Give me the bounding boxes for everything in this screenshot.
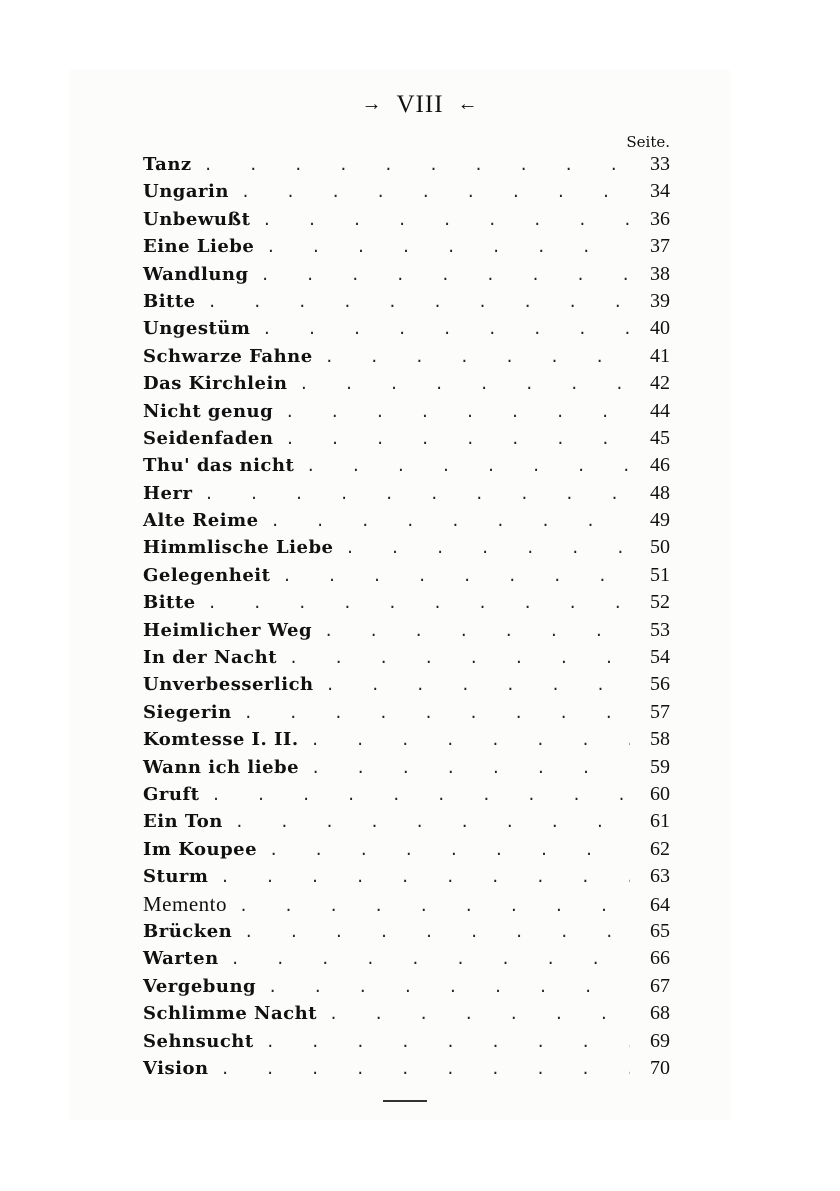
toc-entry-page: 69 [650,1029,670,1052]
toc-entry-title: Wann ich liebe [143,756,300,778]
toc-entry-page: 40 [650,317,670,340]
toc-entry-page: 37 [650,235,670,258]
toc-entry-page: 44 [650,399,670,422]
dot-leader [311,727,630,754]
toc-entry-page: 39 [650,289,670,312]
toc-entry-page: 34 [650,180,670,203]
dot-leader [324,618,630,645]
dot-leader [266,1029,630,1056]
toc-entry-title: Alte Reime [143,510,259,532]
toc-entry-page: 62 [650,837,670,860]
toc-entry-page: 36 [650,207,670,230]
left-arrow-ornament-icon: → [361,93,383,115]
toc-entry [143,863,670,890]
toc-entry [143,480,670,507]
toc-entry-page: 45 [650,426,670,449]
toc-entry-title: Thu' das nicht [143,455,295,477]
toc-entry [143,315,670,342]
right-arrow-ornament-icon: ← [457,93,479,115]
toc-entry-title: Gruft [143,783,200,805]
page-number-roman: VIII [396,91,444,118]
toc-entry-title: Im Koupee [143,838,258,860]
toc-entry [143,726,670,753]
toc-entry-title: Bitte [143,290,196,312]
toc-entry [143,206,670,233]
page-header [0,84,840,124]
toc-entry-title: Siegerin [143,701,232,723]
toc-entry [143,699,670,726]
toc-entry-page: 58 [650,728,670,751]
dot-leader [285,399,630,426]
toc-entry [143,808,670,835]
toc-entry [143,452,670,479]
toc-entry-page: 51 [650,563,670,586]
toc-entry-title: Heimlicher Weg [143,619,313,641]
toc-entry-title: Warten [143,948,219,970]
toc-entry [143,1028,670,1055]
toc-entry-title: Komtesse I. II. [143,729,299,751]
toc-entry-title: Schlimme Nacht [143,1003,318,1025]
toc-entry-title: Ungarin [143,181,229,203]
dot-leader [262,207,630,234]
toc-entry [143,233,670,260]
toc-entry [143,562,670,589]
dot-leader [208,590,630,617]
toc-entry-title: Unverbesserlich [143,674,314,696]
toc-entry [143,151,670,178]
dot-leader [204,481,630,508]
toc-entry-title: Sturm [143,866,209,888]
dot-leader [208,289,630,316]
toc-entry [143,781,670,808]
toc-entry-title: Brücken [143,920,233,942]
toc-entry [143,534,670,561]
toc-entry-page: 67 [650,974,670,997]
toc-entry-title: Seidenfaden [143,427,274,449]
toc-entry-page: 68 [650,1002,670,1025]
toc-entry-title: Unbewußt [143,208,251,230]
toc-entry [143,836,670,863]
dot-leader [262,316,630,343]
toc-entry-page: 33 [650,153,670,175]
toc-entry-page: 53 [650,618,670,641]
dot-leader [241,179,630,206]
toc-entry-page: 49 [650,509,670,532]
dot-leader [266,234,630,261]
toc-entry-title: Memento [143,891,227,916]
dot-leader [329,1001,630,1028]
toc-entry-page: 61 [650,810,670,833]
toc-entry-title: Vision [143,1057,209,1079]
dot-leader [282,563,630,590]
toc-entry-title: Ungestüm [143,318,251,340]
toc-entry [143,507,670,534]
toc-entry [143,1055,670,1082]
toc-entry-title: Schwarze Fahne [143,345,313,367]
toc-entry-page: 54 [650,646,670,669]
toc-entry [143,178,670,205]
toc-entry [143,617,670,644]
dot-leader [261,262,630,289]
dot-leader [271,508,630,535]
dot-leader [235,809,630,836]
dot-leader [299,371,630,398]
toc-entry-title: Vergebung [143,975,257,997]
dot-leader [244,919,630,946]
page-column-label: Seite. [626,133,670,151]
dot-leader [268,974,630,1001]
toc-entry-title: Sehnsucht [143,1030,254,1052]
toc-entry-page: 41 [650,344,670,367]
toc-entry [143,754,670,781]
toc-entry-title: Wandlung [143,263,249,285]
toc-entry-page: 64 [650,893,670,916]
dot-leader [325,344,630,371]
toc-entry-title: Das Kirchlein [143,373,288,395]
toc-entry-title: Tanz [143,154,192,175]
toc-entry [143,1000,670,1027]
toc-entry-title: In der Nacht [143,647,278,669]
toc-entry-title: Nicht genug [143,400,274,422]
toc-entry [143,945,670,972]
dot-leader [326,672,630,699]
dot-leader [204,152,630,179]
dot-leader [289,645,630,672]
dot-leader [346,535,631,562]
toc-entry-title: Himmlische Liebe [143,537,334,559]
toc-entry [143,589,670,616]
toc-entry-title: Ein Ton [143,811,223,833]
toc-entry-title: Bitte [143,592,196,614]
toc-entry-page: 42 [650,372,670,395]
dot-leader [220,864,630,891]
dot-leader [239,893,630,920]
toc-entry [143,644,670,671]
toc-entry [143,370,670,397]
dot-leader [221,1056,630,1083]
toc-entry-page: 46 [650,454,670,477]
toc-entry [143,398,670,425]
dot-leader [306,453,630,480]
dot-leader [231,946,630,973]
toc-entry-page: 56 [650,673,670,696]
toc-entry [143,261,670,288]
toc-entry-page: 59 [650,755,670,778]
toc-entry-page: 38 [650,262,670,285]
toc-entry-title: Eine Liebe [143,236,255,258]
toc-entry-page: 63 [650,865,670,888]
dot-leader [244,700,630,727]
dot-leader [212,782,631,809]
footer-rule [383,1100,427,1102]
table-of-contents [143,151,670,1082]
toc-entry-page: 52 [650,591,670,614]
toc-entry-title: Herr [143,482,193,504]
toc-entry-page: 70 [650,1056,670,1079]
dot-leader [311,755,630,782]
toc-entry [143,973,670,1000]
toc-entry-page: 65 [650,919,670,942]
toc-entry [143,288,670,315]
dot-leader [285,426,630,453]
toc-entry-page: 66 [650,947,670,970]
toc-entry [143,918,670,945]
toc-entry-page: 57 [650,700,670,723]
toc-entry-page: 48 [650,481,670,504]
toc-entry-page: 60 [650,782,670,805]
toc-entry [143,671,670,698]
toc-entry [143,425,670,452]
toc-entry [143,891,670,918]
dot-leader [269,837,630,864]
toc-entry-title: Gelegenheit [143,564,271,586]
toc-entry [143,343,670,370]
toc-entry-page: 50 [650,536,670,559]
